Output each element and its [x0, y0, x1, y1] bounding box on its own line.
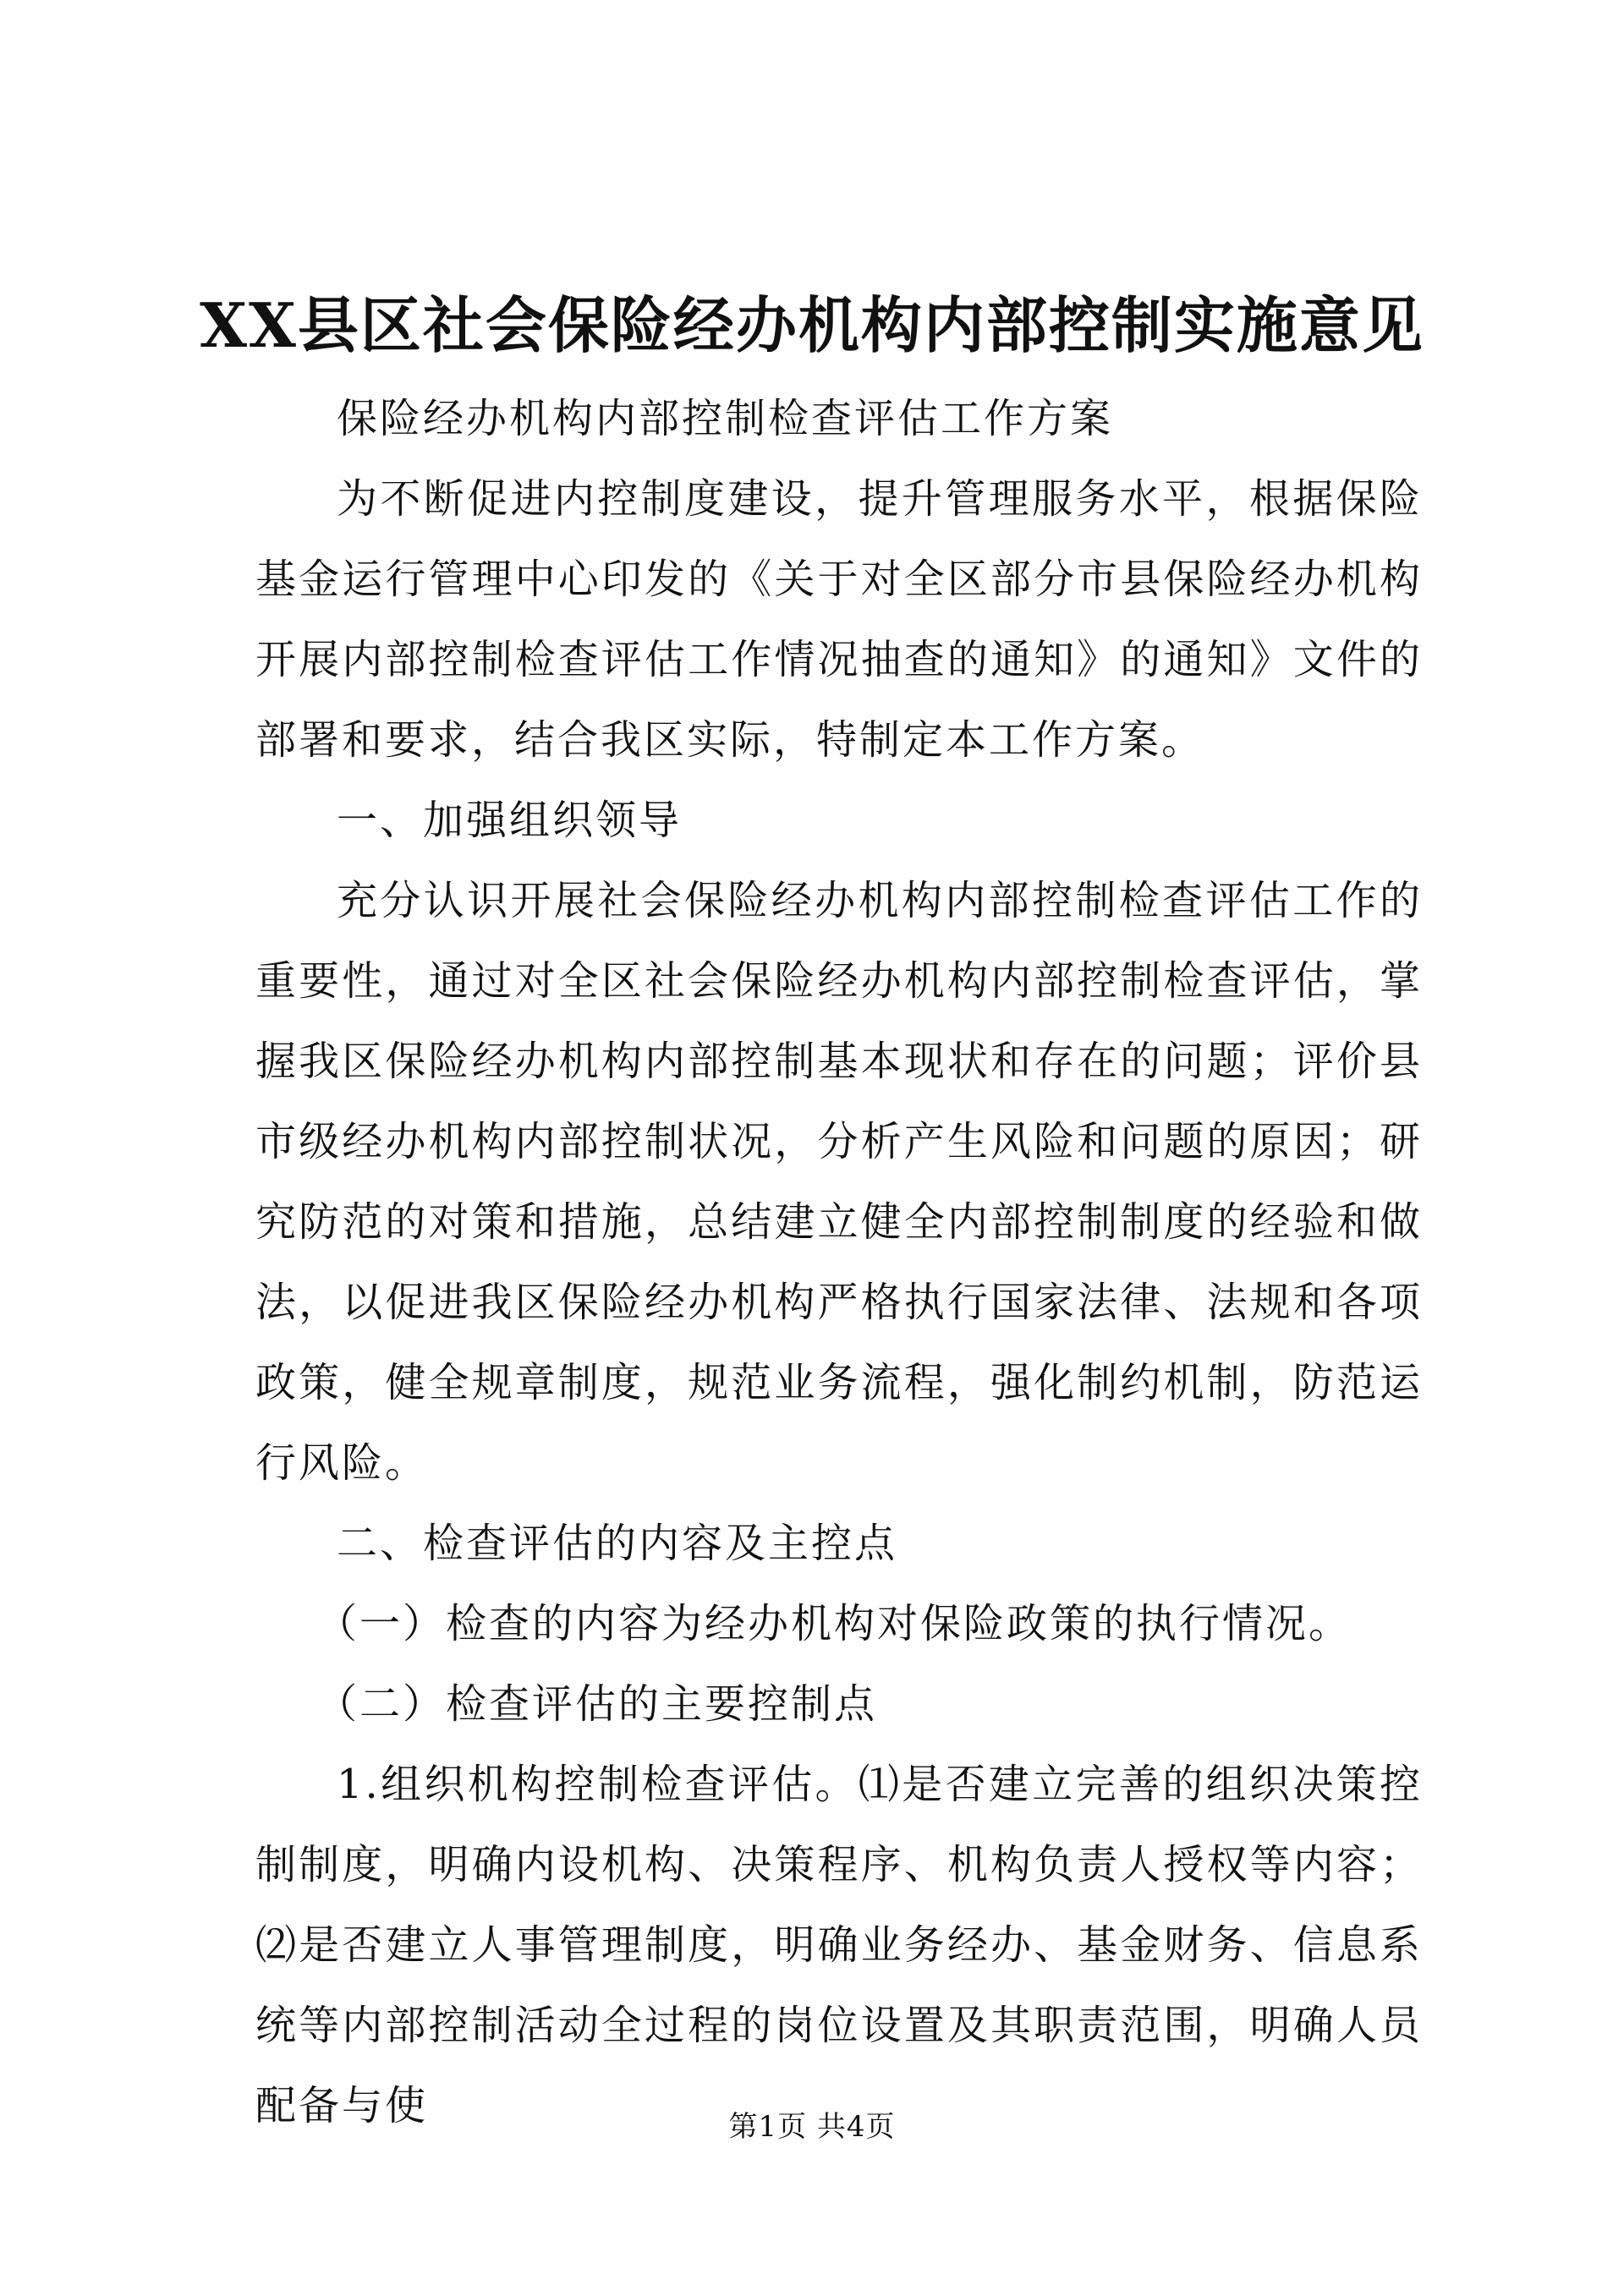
subsection-2: （二）检查评估的主要控制点 — [316, 1680, 878, 1728]
paragraph-intro: 为不断促进内控制度建设，提升管理服务水平，根据保险基金运行管理中心印发的《关于对全区部分市县保险经办机构开展内部控制检查评估工作情况抽查的通知》的通知》文件的部署和要求，结合我区实际，特制定本工作方案。 — [255, 475, 1423, 764]
paragraph-section-1: 充分认识开展社会保险经办机构内部控制检查评估工作的重要性，通过对全区社会保险经办机构内部控制检查评估，掌握我区保险经办机构内部控制基本现状和存在的问题；评价县市级经办机构内部控制状况，分析产生风险和问题的原因；研究防范的对策和措施，总结建立健全内部控制制度的经验和做法，以促进我区保险经办机构严格执行国家法律、法规和各项政策，健全规章制度，规范业务流程，强化制约机制，防范运行风险。 — [255, 877, 1423, 1487]
paragraph-item-1: 1.组织机构控制检查评估。⑴是否建立完善的组织决策控制制度，明确内设机构、决策程序、机构负责人授权等内容；⑵是否建立人事管理制度，明确业务经办、基金财务、信息系统等内部控制活动全过程的岗位设置及其职责范围，明确人员配备与使 — [255, 1761, 1423, 2129]
document-body — [255, 379, 1423, 2146]
subsection-1: （一）检查的内容为经办机构对保险政策的执行情况。 — [316, 1600, 1352, 1647]
section-heading-1: 一、加强组织领导 — [337, 797, 683, 844]
section-heading-2: 二、检查评估的内容及主控点 — [337, 1520, 898, 1567]
document-title: XX县区社会保险经办机构内部控制实施意见 — [200, 289, 1424, 361]
paragraph-subtitle: 保险经办机构内部控制检查评估工作方案 — [337, 395, 1114, 442]
page-footer: 第1页 共4页 — [728, 2110, 896, 2144]
